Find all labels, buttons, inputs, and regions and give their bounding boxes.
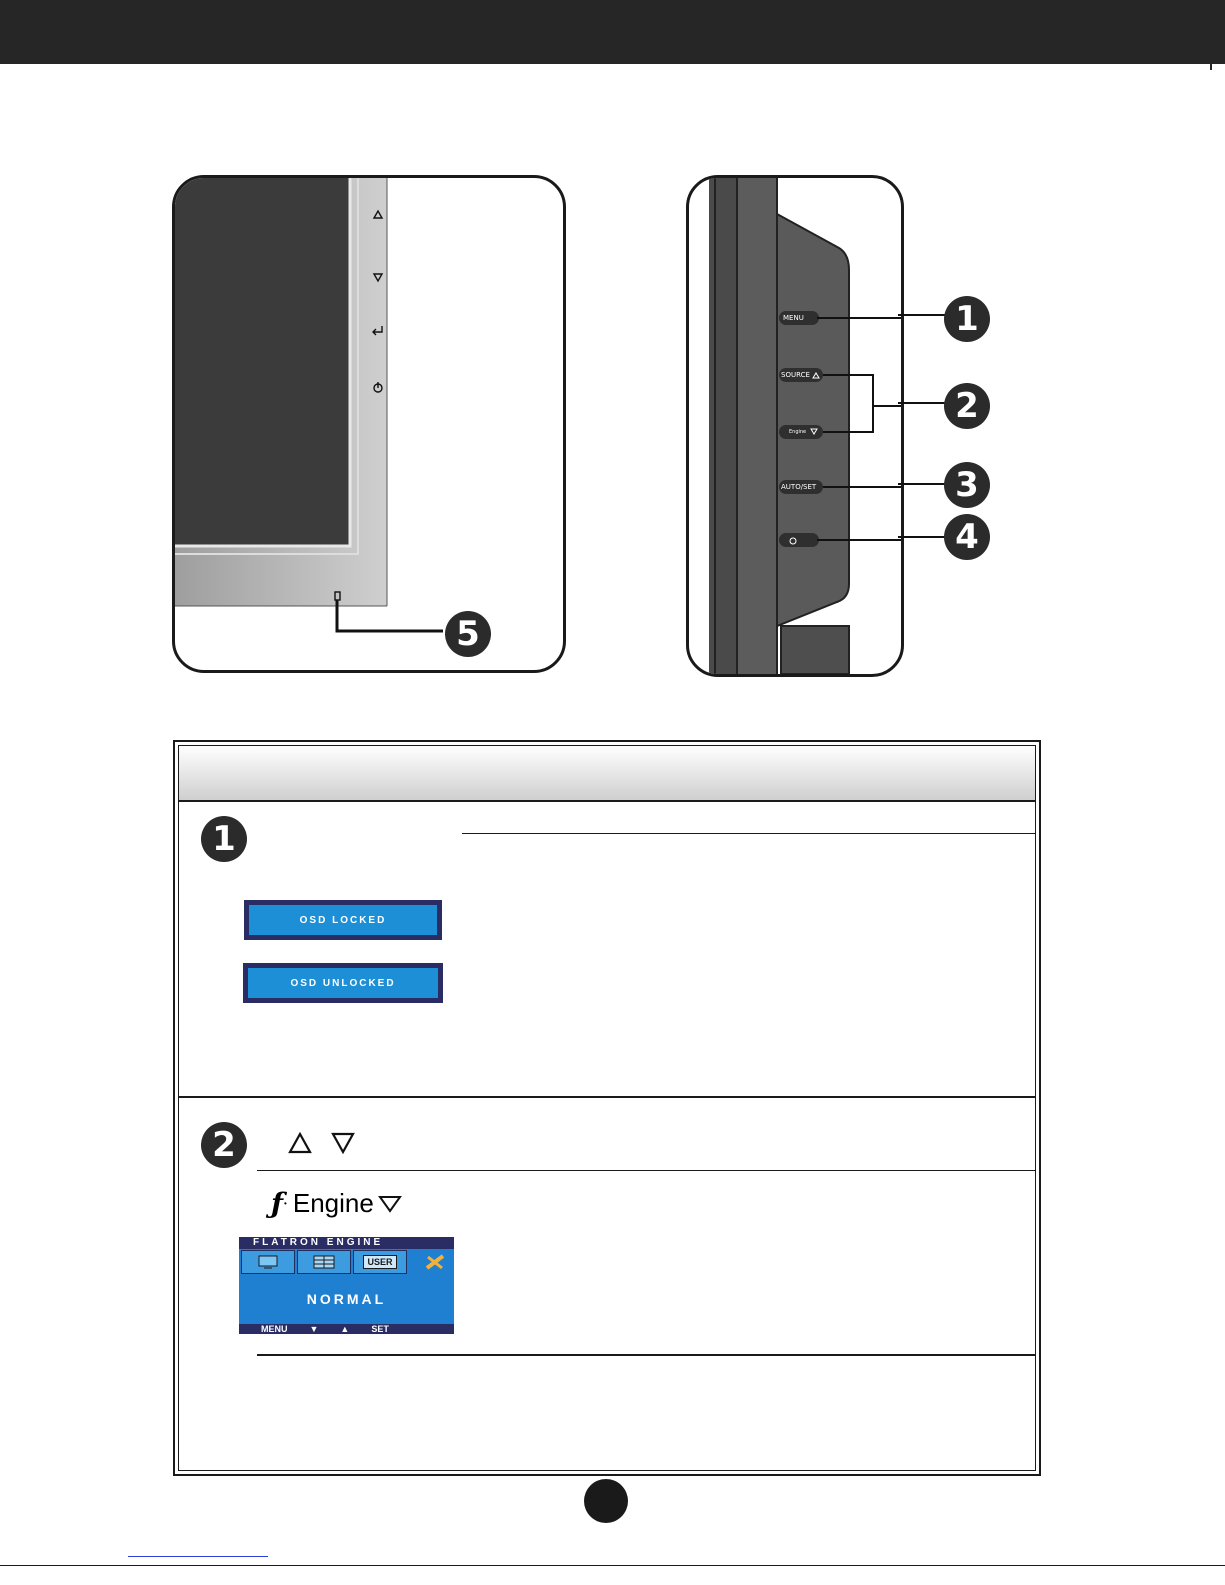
tab-user[interactable]: USER: [353, 1250, 407, 1274]
fengine-mode: NORMAL: [306, 1291, 387, 1307]
row-divider: [179, 1096, 1035, 1098]
fengine-tabs: [241, 1250, 461, 1274]
fengine-heading: ƒ • Engine: [271, 1186, 402, 1220]
menu-button-label: MENU: [783, 314, 804, 322]
fengine-label: Engine: [292, 1187, 374, 1218]
front-view-illustration: [172, 175, 566, 673]
callout-badge-5: 5: [445, 611, 491, 657]
fengine-button-label: Engine: [789, 429, 807, 435]
row2-rule: [257, 1170, 1035, 1171]
fengine-osd-title: FLATRON ENGINE: [239, 1237, 454, 1249]
footer-set: SET: [371, 1324, 389, 1334]
footer-down: ▼: [309, 1324, 319, 1334]
callout-badge-2: 2: [944, 383, 990, 429]
osd-locked-box: [244, 900, 442, 940]
tools-icon[interactable]: [409, 1250, 461, 1274]
up-down-arrows: [287, 1130, 357, 1156]
down-arrow-icon: [333, 1134, 353, 1152]
table-header: [179, 746, 1035, 802]
source-button-label: SOURCE: [781, 371, 810, 379]
down-arrow-icon: [378, 1193, 402, 1213]
up-arrow-icon: [290, 1134, 310, 1152]
text-grid-icon: [313, 1255, 335, 1269]
osd-locked-text: OSD LOCKED: [249, 905, 437, 935]
side-view-illustration: [686, 175, 904, 677]
tab-text[interactable]: [297, 1250, 351, 1274]
header-edge: [1210, 0, 1212, 70]
row2-bottom-rule: [257, 1354, 1035, 1356]
row2-badge: 2: [201, 1122, 247, 1168]
footer-menu: MENU: [261, 1324, 288, 1334]
callout-connectors: [898, 300, 958, 550]
callout-badge-1: 1: [944, 296, 990, 342]
row1-badge: 1: [201, 816, 247, 862]
monitor-front-drawing: [175, 178, 563, 670]
footer-link-underline[interactable]: [128, 1556, 268, 1557]
callout-badge-3: 3: [944, 462, 990, 508]
row1-rule: [462, 833, 1035, 834]
page-header-bar: [0, 0, 1225, 64]
page-number-badge: [584, 1479, 628, 1523]
fengine-osd-panel: [239, 1237, 454, 1334]
tab-movie[interactable]: [241, 1250, 295, 1274]
callout-badge-4: 4: [944, 514, 990, 560]
monitor-icon: [258, 1255, 278, 1269]
f-logo-icon: ƒ: [271, 1186, 284, 1220]
footer-rule: [0, 1565, 1225, 1566]
power-button[interactable]: [779, 533, 819, 547]
autoset-button-label: AUTO/SET: [781, 483, 817, 491]
controls-function-table: [173, 740, 1041, 1476]
osd-unlocked-text: OSD UNLOCKED: [248, 968, 438, 998]
footer-up: ▲: [340, 1324, 350, 1334]
monitor-side-drawing: [689, 178, 901, 674]
fengine-footer: [239, 1324, 454, 1334]
osd-unlocked-box: [243, 963, 443, 1003]
